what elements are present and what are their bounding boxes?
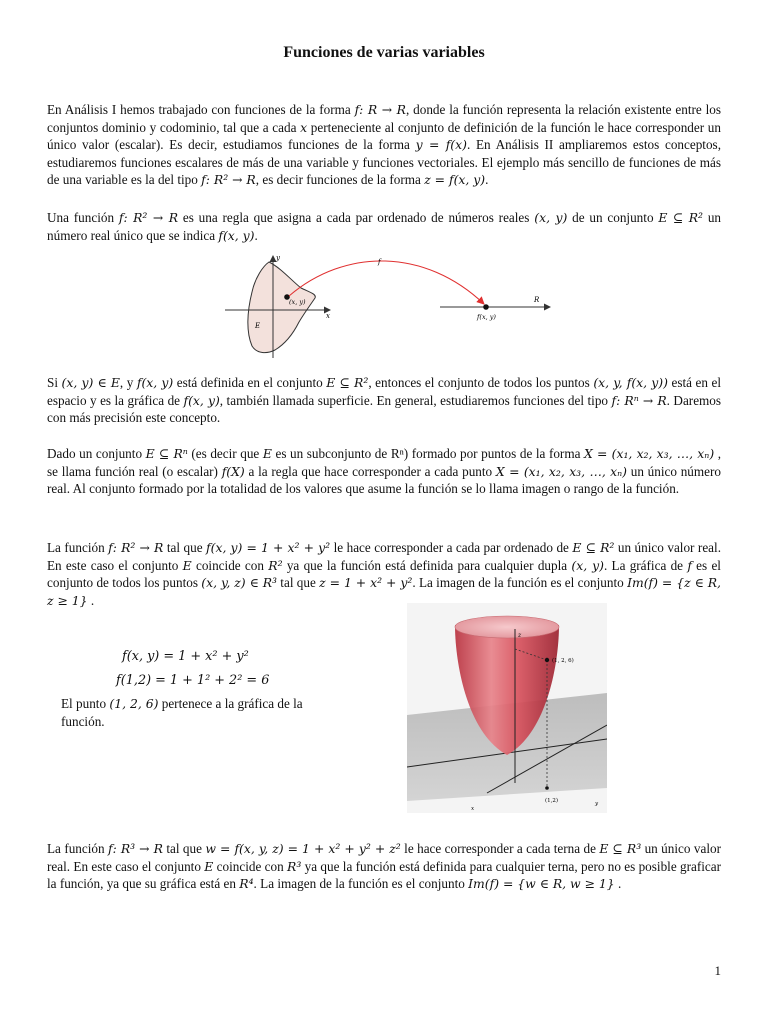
text: En Análisis I hemos trabajado con funciones de la forma <box>47 102 355 117</box>
math: f(x, y) = 1 + x² + y² <box>122 649 249 664</box>
paraboloid-figure <box>407 603 607 813</box>
z-axis-label: z <box>518 632 522 639</box>
math: Im(f) = {w ∈ R, w ≥ 1} <box>468 876 615 892</box>
paraboloid-rim <box>455 616 559 638</box>
region-e <box>248 262 315 353</box>
math: f(1,2) = 1 + 1² + 2² = 6 <box>116 673 270 688</box>
text: La función <box>47 841 109 856</box>
text: , se llama función real (o escalar) <box>47 446 722 479</box>
text: , donde la función representa la relación existente entre los conjuntos dominio y codominio, tal que a cada <box>47 102 721 135</box>
math: f: R² → R <box>118 210 179 225</box>
point-fxy-label: f(x, y) <box>477 313 496 321</box>
text: coincide con <box>213 858 288 874</box>
real-line-label: R <box>534 296 540 304</box>
math: f: R → R <box>354 102 406 117</box>
text: La función <box>47 540 109 555</box>
math: (x, y) <box>534 210 568 225</box>
math: f(X) <box>221 463 245 479</box>
text: un único valor real. En este caso el conjunto <box>47 841 721 874</box>
math: (x, y) <box>571 557 604 573</box>
text: un número real único que se indica <box>47 210 722 243</box>
math: z = f(x, y) <box>424 172 486 188</box>
region-label: E <box>255 322 261 330</box>
math: f: R² → R <box>108 540 164 555</box>
text: Una función <box>47 210 119 225</box>
base-point-label: (1,2) <box>545 798 559 804</box>
math: f: Rⁿ → R <box>611 392 667 408</box>
math: (x, y) ∈ E <box>61 375 120 390</box>
text: Si <box>47 375 62 390</box>
text: es una regla que asigna a cada par ordenado de números reales <box>178 210 535 225</box>
text: . La imagen de la función es el conjunto <box>253 876 469 892</box>
point-xy-label: (x, y) <box>289 298 306 306</box>
text: es un subconjunto de Rⁿ) formado por puntos de la forma <box>271 446 585 461</box>
page-number: 1 <box>714 963 721 978</box>
math: f(x, y) = 1 + x² + y² <box>206 540 331 555</box>
x-axis-label: x <box>326 312 330 320</box>
x-axis-label-3d: x <box>471 806 475 812</box>
math: f(x, y) <box>218 227 255 243</box>
text: . La gráfica de <box>603 557 688 573</box>
text: , es decir funciones de la forma <box>255 172 425 188</box>
math: f(x, y) <box>136 375 174 390</box>
math: E ⊆ R² <box>658 210 703 225</box>
math: R² <box>268 557 283 573</box>
y-axis-label-3d: y <box>595 801 599 807</box>
text: , también llamada superficie. En general, estudiaremos funciones del tipo <box>219 392 612 408</box>
text: a la regla que hace corresponder a cada punto <box>244 463 496 479</box>
math: (1, 2, 6) <box>109 696 159 711</box>
point-note <box>61 695 331 731</box>
math: X = (x₁, x₂, x₃, …, xₙ) <box>495 463 628 479</box>
paragraph-intro <box>47 101 721 189</box>
graph-point-label: (1, 2, 6) <box>552 658 574 664</box>
text: tal que <box>163 540 207 555</box>
math: E <box>262 446 272 461</box>
base-point <box>545 786 549 790</box>
math: R³ <box>287 858 302 874</box>
text: le hace corresponder a cada par ordenado de <box>330 540 573 555</box>
text: un único valor real. En este caso el conjunto <box>47 540 721 573</box>
text: . <box>254 227 258 243</box>
graph-point <box>545 658 549 662</box>
text: pertenece a la gráfica de la función. <box>61 696 303 729</box>
math: E ⊆ R² <box>326 375 369 390</box>
text: , y <box>119 375 137 390</box>
math: R⁴ <box>239 876 254 892</box>
text: perteneciente al conjunto de definición de la función le hace corresponder un único valor (escalar). Es decir, estudiamos funciones de la forma <box>47 119 721 153</box>
mapping-arrow <box>289 261 484 304</box>
text: Dado un conjunto <box>47 446 146 461</box>
text: . <box>614 876 622 892</box>
math: E ⊆ Rⁿ <box>145 446 188 461</box>
text: le hace corresponder a cada terna de <box>400 841 600 856</box>
text: ya que la función está definida para cualquier terna, pero no es posible graficar la función, ya que su gráfica está en <box>47 858 721 892</box>
text: coincide con <box>191 557 269 573</box>
paragraph-surface <box>47 374 721 427</box>
text: , entonces el conjunto de todos los puntos <box>368 375 594 390</box>
math: E <box>182 557 192 573</box>
text: un único número real. Al conjunto formado por la totalidad de los valores que asume la función se lo llama imagen o rango de la función. <box>47 463 721 497</box>
math: f <box>687 557 692 573</box>
y-axis-label: y <box>276 254 280 262</box>
paragraph-general <box>47 445 721 498</box>
page-title: Funciones de varias variables <box>283 44 485 61</box>
math: f: R² → R <box>201 172 256 188</box>
math: Im(f) = {z ∈ R, z ≥ 1} <box>47 575 721 608</box>
math: E <box>204 858 214 874</box>
paragraph-three-variables <box>47 840 721 893</box>
text: . La imagen de la función es el conjunto <box>412 575 628 591</box>
paragraph-example <box>47 539 721 609</box>
mapping-diagram <box>205 250 565 365</box>
math: (x, y, f(x, y)) <box>593 375 668 390</box>
text: . En Análisis II ampliaremos estos conceptos, estudiaremos funciones escalares de más de una variable y funciones vectoriales. El ejemplo más sencillo de funciones de más de una variable es la del tipo <box>47 137 721 188</box>
math: x <box>300 119 308 135</box>
text: está en el espacio y es la gráfica de <box>47 375 722 408</box>
text: es el conjunto de todos los puntos <box>47 557 721 591</box>
math: z = 1 + x² + y² <box>319 575 413 591</box>
text: . <box>87 592 95 608</box>
text: . Daremos con más precisión este concepto. <box>47 392 722 426</box>
text: tal que <box>162 841 206 856</box>
math: f: R³ → R <box>108 841 163 856</box>
text: ya que la función está definida para cualquier dupla <box>282 557 572 573</box>
text: de un conjunto <box>567 210 659 225</box>
math: y = f(x) <box>415 137 467 153</box>
paragraph-definition <box>47 209 721 244</box>
text: tal que <box>277 575 320 591</box>
text: El punto <box>61 696 110 711</box>
math: (x, y, z) ∈ R³ <box>201 575 277 591</box>
math: E ⊆ R³ <box>599 841 642 856</box>
equation-definition <box>122 648 249 664</box>
text: . <box>485 172 489 188</box>
math: f(x, y) <box>183 392 220 408</box>
equation-evaluation <box>116 672 269 688</box>
function-label: f <box>378 258 381 266</box>
math: E ⊆ R² <box>572 540 615 555</box>
math: w = f(x, y, z) = 1 + x² + y² + z² <box>205 841 401 856</box>
text: (es decir que <box>187 446 263 461</box>
math: X = (x₁, x₂, x₃, …, xₙ) <box>584 446 715 461</box>
point-fxy <box>483 304 489 310</box>
text: está definida en el conjunto <box>173 375 327 390</box>
